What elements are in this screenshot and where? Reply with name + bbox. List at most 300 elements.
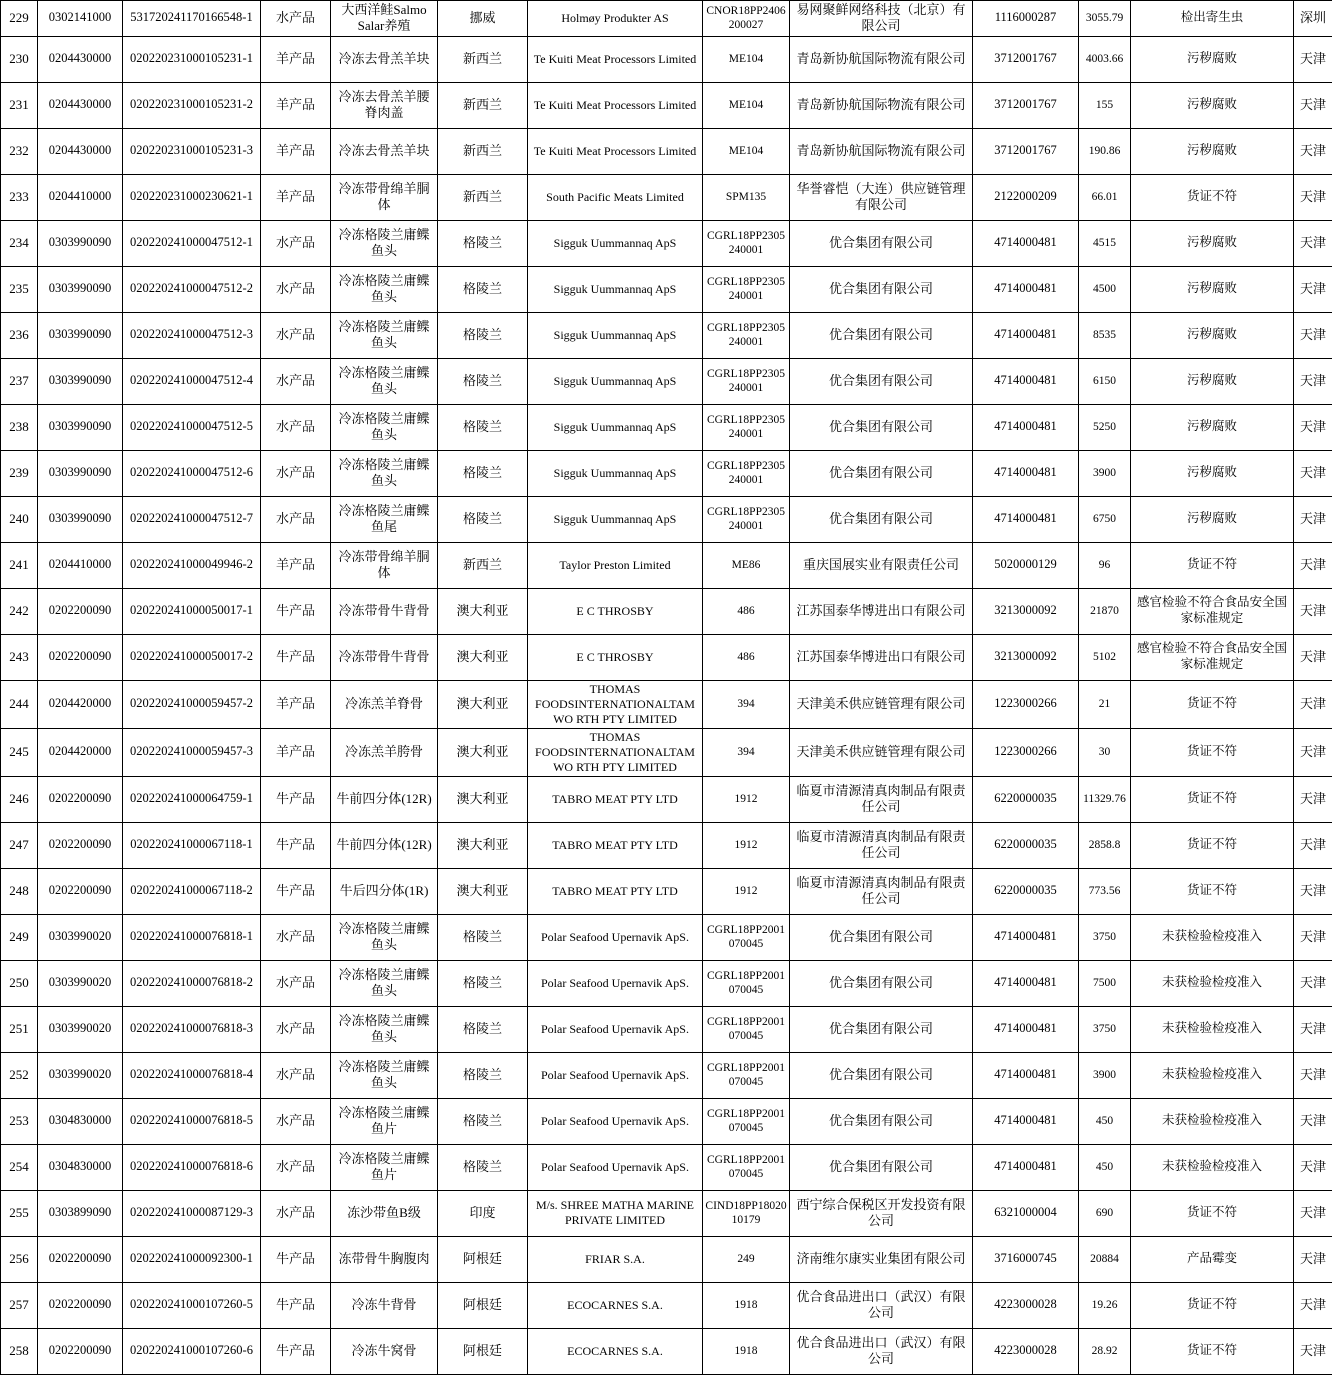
cell-origin: 格陵兰	[438, 450, 528, 496]
cell-product-name: 牛后四分体(1R)	[331, 868, 438, 914]
cell-importer-code: 6220000035	[973, 822, 1079, 868]
cell-registration-number: ME104	[703, 82, 790, 128]
cell-origin: 格陵兰	[438, 496, 528, 542]
cell-manufacturer: E C THROSBY	[528, 634, 703, 680]
cell-origin: 澳大利亚	[438, 588, 528, 634]
cell-port: 天津	[1294, 496, 1332, 542]
cell-origin: 格陵兰	[438, 1098, 528, 1144]
cell-row-number: 233	[1, 174, 38, 220]
cell-registration-number: CGRL18PP2305240001	[703, 358, 790, 404]
cell-importer-code: 4714000481	[973, 266, 1079, 312]
cell-registration-number: CGRL18PP2001070045	[703, 960, 790, 1006]
cell-product-name: 冷冻格陵兰庸鲽鱼头	[331, 1052, 438, 1098]
cell-row-number: 235	[1, 266, 38, 312]
cell-port: 天津	[1294, 868, 1332, 914]
cell-port: 天津	[1294, 358, 1332, 404]
cell-entry-number: 020220241000087129-3	[123, 1190, 261, 1236]
cell-rejection-reason: 未获检验检疫准入	[1131, 1098, 1294, 1144]
cell-hs-code: 0303990090	[38, 266, 123, 312]
cell-row-number: 238	[1, 404, 38, 450]
cell-product-name: 冷冻羔羊胯骨	[331, 728, 438, 776]
cell-product-name: 冷冻格陵兰庸鲽鱼头	[331, 404, 438, 450]
cell-row-number: 237	[1, 358, 38, 404]
table-row	[1, 220, 1332, 266]
cell-port: 天津	[1294, 312, 1332, 358]
cell-manufacturer: FRIAR S.A.	[528, 1236, 703, 1282]
cell-registration-number: 394	[703, 728, 790, 776]
cell-product-category: 羊产品	[261, 36, 331, 82]
cell-row-number: 258	[1, 1328, 38, 1374]
cell-origin: 格陵兰	[438, 1006, 528, 1052]
table-row	[1, 1052, 1332, 1098]
cell-registration-number: 1912	[703, 822, 790, 868]
cell-importer-code: 1116000287	[973, 1, 1079, 37]
cell-importer-code: 4223000028	[973, 1282, 1079, 1328]
cell-port: 天津	[1294, 174, 1332, 220]
cell-port: 天津	[1294, 1236, 1332, 1282]
cell-entry-number: 020220241000076818-2	[123, 960, 261, 1006]
cell-weight: 3055.79	[1079, 1, 1131, 37]
cell-product-name: 冷冻格陵兰庸鲽鱼头	[331, 450, 438, 496]
cell-entry-number: 020220241000047512-5	[123, 404, 261, 450]
cell-registration-number: CGRL18PP2001070045	[703, 1144, 790, 1190]
cell-port: 天津	[1294, 1144, 1332, 1190]
cell-entry-number: 020220241000076818-1	[123, 914, 261, 960]
table-body	[1, 1, 1332, 1375]
cell-product-category: 羊产品	[261, 128, 331, 174]
cell-product-category: 羊产品	[261, 82, 331, 128]
cell-origin: 格陵兰	[438, 312, 528, 358]
cell-rejection-reason: 货证不符	[1131, 174, 1294, 220]
cell-importer-code: 4714000481	[973, 1098, 1079, 1144]
cell-weight: 11329.76	[1079, 776, 1131, 822]
cell-hs-code: 0202200090	[38, 1328, 123, 1374]
cell-row-number: 248	[1, 868, 38, 914]
cell-origin: 新西兰	[438, 82, 528, 128]
cell-port: 天津	[1294, 404, 1332, 450]
cell-row-number: 230	[1, 36, 38, 82]
cell-manufacturer: TABRO MEAT PTY LTD	[528, 776, 703, 822]
cell-importer-code: 4714000481	[973, 358, 1079, 404]
cell-weight: 3900	[1079, 450, 1131, 496]
cell-entry-number: 020220241000067118-2	[123, 868, 261, 914]
cell-product-name: 牛前四分体(12R)	[331, 822, 438, 868]
cell-importer: 优合集团有限公司	[790, 1006, 973, 1052]
cell-rejection-reason: 感官检验不符合食品安全国家标准规定	[1131, 634, 1294, 680]
cell-hs-code: 0202200090	[38, 634, 123, 680]
cell-product-name: 冷冻牛背骨	[331, 1282, 438, 1328]
cell-weight: 8535	[1079, 312, 1131, 358]
cell-product-category: 牛产品	[261, 1328, 331, 1374]
cell-row-number: 250	[1, 960, 38, 1006]
cell-entry-number: 020220241000076818-6	[123, 1144, 261, 1190]
cell-manufacturer: South Pacific Meats Limited	[528, 174, 703, 220]
cell-hs-code: 0204410000	[38, 174, 123, 220]
cell-weight: 190.86	[1079, 128, 1131, 174]
cell-product-category: 水产品	[261, 1, 331, 37]
cell-manufacturer: Sigguk Uummannaq ApS	[528, 220, 703, 266]
cell-rejection-reason: 未获检验检疫准入	[1131, 960, 1294, 1006]
cell-entry-number: 020220241000047512-2	[123, 266, 261, 312]
table-row	[1, 1236, 1332, 1282]
cell-weight: 5102	[1079, 634, 1131, 680]
cell-manufacturer: Sigguk Uummannaq ApS	[528, 312, 703, 358]
cell-product-category: 水产品	[261, 358, 331, 404]
cell-rejection-reason: 产品霉变	[1131, 1236, 1294, 1282]
cell-product-category: 水产品	[261, 312, 331, 358]
cell-manufacturer: Taylor Preston Limited	[528, 542, 703, 588]
table-row	[1, 1282, 1332, 1328]
cell-row-number: 241	[1, 542, 38, 588]
cell-origin: 新西兰	[438, 174, 528, 220]
cell-manufacturer: ECOCARNES S.A.	[528, 1282, 703, 1328]
cell-importer-code: 3213000092	[973, 634, 1079, 680]
cell-importer-code: 3712001767	[973, 128, 1079, 174]
cell-port: 天津	[1294, 1282, 1332, 1328]
cell-rejection-reason: 污秽腐败	[1131, 82, 1294, 128]
table-row	[1, 1098, 1332, 1144]
cell-weight: 4515	[1079, 220, 1131, 266]
cell-row-number: 256	[1, 1236, 38, 1282]
cell-rejection-reason: 污秽腐败	[1131, 450, 1294, 496]
cell-port: 天津	[1294, 450, 1332, 496]
cell-weight: 450	[1079, 1098, 1131, 1144]
cell-rejection-reason: 货证不符	[1131, 1282, 1294, 1328]
cell-port: 天津	[1294, 588, 1332, 634]
cell-manufacturer: Polar Seafood Upernavik ApS.	[528, 1052, 703, 1098]
cell-rejection-reason: 污秽腐败	[1131, 128, 1294, 174]
cell-weight: 3750	[1079, 914, 1131, 960]
cell-row-number: 255	[1, 1190, 38, 1236]
cell-registration-number: 1918	[703, 1328, 790, 1374]
cell-importer: 优合集团有限公司	[790, 1052, 973, 1098]
cell-hs-code: 0204420000	[38, 728, 123, 776]
cell-product-category: 水产品	[261, 914, 331, 960]
cell-importer-code: 4714000481	[973, 450, 1079, 496]
cell-product-name: 冻沙带鱼B级	[331, 1190, 438, 1236]
cell-registration-number: 1912	[703, 868, 790, 914]
cell-importer-code: 4714000481	[973, 312, 1079, 358]
cell-port: 天津	[1294, 822, 1332, 868]
cell-entry-number: 020220241000092300-1	[123, 1236, 261, 1282]
cell-hs-code: 0302141000	[38, 1, 123, 37]
table-row	[1, 128, 1332, 174]
cell-hs-code: 0303990020	[38, 1006, 123, 1052]
cell-product-category: 羊产品	[261, 174, 331, 220]
cell-origin: 格陵兰	[438, 266, 528, 312]
cell-entry-number: 020220241000107260-5	[123, 1282, 261, 1328]
cell-entry-number: 020220241000047512-1	[123, 220, 261, 266]
cell-product-category: 牛产品	[261, 1282, 331, 1328]
cell-manufacturer: Te Kuiti Meat Processors Limited	[528, 128, 703, 174]
cell-registration-number: ME104	[703, 36, 790, 82]
table-row	[1, 450, 1332, 496]
cell-product-name: 冷冻羔羊脊骨	[331, 680, 438, 728]
cell-registration-number: CGRL18PP2305240001	[703, 450, 790, 496]
cell-entry-number: 020220241000050017-1	[123, 588, 261, 634]
cell-rejection-reason: 货证不符	[1131, 1190, 1294, 1236]
cell-entry-number: 020220241000047512-4	[123, 358, 261, 404]
cell-importer-code: 1223000266	[973, 728, 1079, 776]
cell-manufacturer: Polar Seafood Upernavik ApS.	[528, 960, 703, 1006]
cell-rejection-reason: 污秽腐败	[1131, 496, 1294, 542]
cell-product-category: 水产品	[261, 404, 331, 450]
cell-rejection-reason: 货证不符	[1131, 822, 1294, 868]
cell-hs-code: 0303990090	[38, 404, 123, 450]
cell-weight: 19.26	[1079, 1282, 1131, 1328]
cell-row-number: 254	[1, 1144, 38, 1190]
cell-hs-code: 0204430000	[38, 36, 123, 82]
cell-origin: 印度	[438, 1190, 528, 1236]
cell-product-category: 牛产品	[261, 634, 331, 680]
cell-hs-code: 0303990020	[38, 960, 123, 1006]
cell-row-number: 229	[1, 1, 38, 37]
cell-rejection-reason: 货证不符	[1131, 1328, 1294, 1374]
cell-hs-code: 0202200090	[38, 588, 123, 634]
cell-product-category: 水产品	[261, 450, 331, 496]
cell-registration-number: CGRL18PP2305240001	[703, 312, 790, 358]
cell-importer: 天津美禾供应链管理有限公司	[790, 680, 973, 728]
table-row	[1, 1006, 1332, 1052]
cell-product-name: 冷冻格陵兰庸鲽鱼片	[331, 1098, 438, 1144]
cell-product-name: 冻带骨牛胸腹肉	[331, 1236, 438, 1282]
cell-entry-number: 020220241000059457-3	[123, 728, 261, 776]
cell-rejection-reason: 检出寄生虫	[1131, 1, 1294, 37]
cell-manufacturer: Te Kuiti Meat Processors Limited	[528, 82, 703, 128]
cell-manufacturer: Sigguk Uummannaq ApS	[528, 450, 703, 496]
cell-product-category: 水产品	[261, 1098, 331, 1144]
cell-row-number: 252	[1, 1052, 38, 1098]
cell-manufacturer: Holmøy Produkter AS	[528, 1, 703, 37]
cell-rejection-reason: 未获检验检疫准入	[1131, 914, 1294, 960]
table-row	[1, 588, 1332, 634]
cell-registration-number: CGRL18PP2001070045	[703, 1052, 790, 1098]
cell-importer: 青岛新协航国际物流有限公司	[790, 82, 973, 128]
cell-port: 天津	[1294, 680, 1332, 728]
cell-importer-code: 6220000035	[973, 776, 1079, 822]
cell-hs-code: 0202200090	[38, 776, 123, 822]
cell-row-number: 253	[1, 1098, 38, 1144]
cell-registration-number: CIND18PP1802010179	[703, 1190, 790, 1236]
cell-importer-code: 5020000129	[973, 542, 1079, 588]
cell-importer-code: 6220000035	[973, 868, 1079, 914]
cell-importer-code: 2122000209	[973, 174, 1079, 220]
cell-registration-number: CGRL18PP2305240001	[703, 496, 790, 542]
cell-product-category: 牛产品	[261, 776, 331, 822]
cell-origin: 澳大利亚	[438, 776, 528, 822]
cell-row-number: 249	[1, 914, 38, 960]
cell-product-name: 冷冻格陵兰庸鲽鱼头	[331, 266, 438, 312]
cell-weight: 2858.8	[1079, 822, 1131, 868]
cell-importer: 青岛新协航国际物流有限公司	[790, 36, 973, 82]
cell-importer: 青岛新协航国际物流有限公司	[790, 128, 973, 174]
table-row	[1, 1, 1332, 37]
cell-manufacturer: Polar Seafood Upernavik ApS.	[528, 1098, 703, 1144]
cell-product-category: 羊产品	[261, 728, 331, 776]
cell-hs-code: 0303990090	[38, 220, 123, 266]
cell-importer: 优合集团有限公司	[790, 496, 973, 542]
cell-port: 天津	[1294, 220, 1332, 266]
table-row	[1, 312, 1332, 358]
cell-product-category: 羊产品	[261, 680, 331, 728]
cell-product-category: 水产品	[261, 1052, 331, 1098]
cell-port: 天津	[1294, 1052, 1332, 1098]
cell-importer-code: 4714000481	[973, 404, 1079, 450]
cell-importer: 临夏市清源清真肉制品有限责任公司	[790, 776, 973, 822]
cell-manufacturer: THOMAS FOODSINTERNATIONALTAMWO RTH PTY LIMITED	[528, 728, 703, 776]
cell-hs-code: 0202200090	[38, 868, 123, 914]
cell-registration-number: CGRL18PP2305240001	[703, 266, 790, 312]
cell-importer-code: 4714000481	[973, 496, 1079, 542]
cell-entry-number: 531720241170166548-1	[123, 1, 261, 37]
cell-hs-code: 0304830000	[38, 1098, 123, 1144]
cell-weight: 28.92	[1079, 1328, 1131, 1374]
cell-hs-code: 0204410000	[38, 542, 123, 588]
cell-origin: 新西兰	[438, 128, 528, 174]
table-row	[1, 728, 1332, 776]
cell-port: 天津	[1294, 266, 1332, 312]
cell-importer: 优合集团有限公司	[790, 404, 973, 450]
cell-rejection-reason: 货证不符	[1131, 728, 1294, 776]
cell-product-name: 冷冻带骨绵羊胴体	[331, 174, 438, 220]
cell-registration-number: CNOR18PP2406200027	[703, 1, 790, 37]
cell-weight: 7500	[1079, 960, 1131, 1006]
cell-rejection-reason: 污秽腐败	[1131, 312, 1294, 358]
cell-importer-code: 4714000481	[973, 220, 1079, 266]
cell-product-name: 冷冻牛窝骨	[331, 1328, 438, 1374]
cell-hs-code: 0303990090	[38, 358, 123, 404]
cell-origin: 阿根廷	[438, 1282, 528, 1328]
cell-entry-number: 020220231000230621-1	[123, 174, 261, 220]
cell-origin: 澳大利亚	[438, 728, 528, 776]
table-row	[1, 82, 1332, 128]
cell-registration-number: SPM135	[703, 174, 790, 220]
table-row	[1, 1144, 1332, 1190]
cell-importer: 临夏市清源清真肉制品有限责任公司	[790, 822, 973, 868]
cell-row-number: 246	[1, 776, 38, 822]
cell-weight: 4500	[1079, 266, 1131, 312]
cell-importer: 优合集团有限公司	[790, 1144, 973, 1190]
cell-registration-number: 1918	[703, 1282, 790, 1328]
cell-entry-number: 020220241000047512-6	[123, 450, 261, 496]
cell-row-number: 243	[1, 634, 38, 680]
cell-origin: 格陵兰	[438, 220, 528, 266]
cell-product-category: 水产品	[261, 1144, 331, 1190]
cell-manufacturer: Polar Seafood Upernavik ApS.	[528, 1144, 703, 1190]
table-row	[1, 680, 1332, 728]
table-row	[1, 542, 1332, 588]
cell-entry-number: 020220241000049946-2	[123, 542, 261, 588]
cell-importer: 优合集团有限公司	[790, 266, 973, 312]
cell-product-category: 牛产品	[261, 868, 331, 914]
cell-registration-number: 249	[703, 1236, 790, 1282]
cell-port: 天津	[1294, 1006, 1332, 1052]
cell-entry-number: 020220241000047512-7	[123, 496, 261, 542]
cell-rejection-reason: 未获检验检疫准入	[1131, 1006, 1294, 1052]
table-row	[1, 960, 1332, 1006]
cell-importer-code: 4714000481	[973, 1052, 1079, 1098]
cell-weight: 4003.66	[1079, 36, 1131, 82]
cell-importer: 优合集团有限公司	[790, 960, 973, 1006]
cell-product-category: 牛产品	[261, 822, 331, 868]
cell-product-name: 冷冻格陵兰庸鲽鱼片	[331, 1144, 438, 1190]
table-row	[1, 496, 1332, 542]
cell-entry-number: 020220241000050017-2	[123, 634, 261, 680]
cell-product-category: 牛产品	[261, 588, 331, 634]
cell-entry-number: 020220241000076818-4	[123, 1052, 261, 1098]
cell-importer-code: 3716000745	[973, 1236, 1079, 1282]
cell-product-name: 冷冻去骨羔羊块	[331, 128, 438, 174]
cell-weight: 21870	[1079, 588, 1131, 634]
cell-row-number: 234	[1, 220, 38, 266]
cell-origin: 新西兰	[438, 542, 528, 588]
cell-manufacturer: Sigguk Uummannaq ApS	[528, 404, 703, 450]
cell-weight: 450	[1079, 1144, 1131, 1190]
cell-weight: 96	[1079, 542, 1131, 588]
cell-manufacturer: TABRO MEAT PTY LTD	[528, 868, 703, 914]
table-row	[1, 914, 1332, 960]
cell-registration-number: CGRL18PP2001070045	[703, 1006, 790, 1052]
cell-rejection-reason: 未获检验检疫准入	[1131, 1144, 1294, 1190]
cell-registration-number: 1912	[703, 776, 790, 822]
cell-rejection-reason: 污秽腐败	[1131, 404, 1294, 450]
cell-row-number: 240	[1, 496, 38, 542]
cell-hs-code: 0202200090	[38, 1236, 123, 1282]
cell-product-category: 水产品	[261, 960, 331, 1006]
cell-registration-number: CGRL18PP2305240001	[703, 220, 790, 266]
cell-importer: 临夏市清源清真肉制品有限责任公司	[790, 868, 973, 914]
cell-entry-number: 020220231000105231-1	[123, 36, 261, 82]
cell-product-name: 冷冻去骨羔羊腰脊肉盖	[331, 82, 438, 128]
cell-product-name: 大西洋鲑Salmo Salar养殖	[331, 1, 438, 37]
cell-product-name: 冷冻格陵兰庸鲽鱼头	[331, 914, 438, 960]
cell-row-number: 251	[1, 1006, 38, 1052]
cell-rejection-reason: 货证不符	[1131, 776, 1294, 822]
cell-importer-code: 4223000028	[973, 1328, 1079, 1374]
cell-origin: 澳大利亚	[438, 822, 528, 868]
cell-port: 深圳	[1294, 1, 1332, 37]
cell-port: 天津	[1294, 776, 1332, 822]
cell-manufacturer: E C THROSBY	[528, 588, 703, 634]
cell-importer: 天津美禾供应链管理有限公司	[790, 728, 973, 776]
cell-product-name: 冷冻格陵兰庸鲽鱼头	[331, 220, 438, 266]
cell-origin: 阿根廷	[438, 1236, 528, 1282]
cell-hs-code: 0204430000	[38, 128, 123, 174]
cell-rejection-reason: 货证不符	[1131, 868, 1294, 914]
cell-port: 天津	[1294, 634, 1332, 680]
cell-importer: 优合集团有限公司	[790, 450, 973, 496]
table-row	[1, 822, 1332, 868]
cell-port: 天津	[1294, 542, 1332, 588]
cell-entry-number: 020220241000107260-6	[123, 1328, 261, 1374]
cell-importer-code: 3213000092	[973, 588, 1079, 634]
cell-product-name: 冷冻格陵兰庸鲽鱼头	[331, 312, 438, 358]
cell-product-category: 水产品	[261, 220, 331, 266]
cell-weight: 6150	[1079, 358, 1131, 404]
cell-registration-number: CGRL18PP2305240001	[703, 404, 790, 450]
cell-origin: 澳大利亚	[438, 868, 528, 914]
cell-port: 天津	[1294, 82, 1332, 128]
cell-importer-code: 4714000481	[973, 1144, 1079, 1190]
cell-entry-number: 020220241000047512-3	[123, 312, 261, 358]
cell-entry-number: 020220241000076818-3	[123, 1006, 261, 1052]
cell-importer: 华誉睿恺（大连）供应链管理有限公司	[790, 174, 973, 220]
cell-weight: 773.56	[1079, 868, 1131, 914]
table-row	[1, 36, 1332, 82]
cell-product-category: 水产品	[261, 266, 331, 312]
cell-importer: 济南维尔康实业集团有限公司	[790, 1236, 973, 1282]
table-row	[1, 266, 1332, 312]
